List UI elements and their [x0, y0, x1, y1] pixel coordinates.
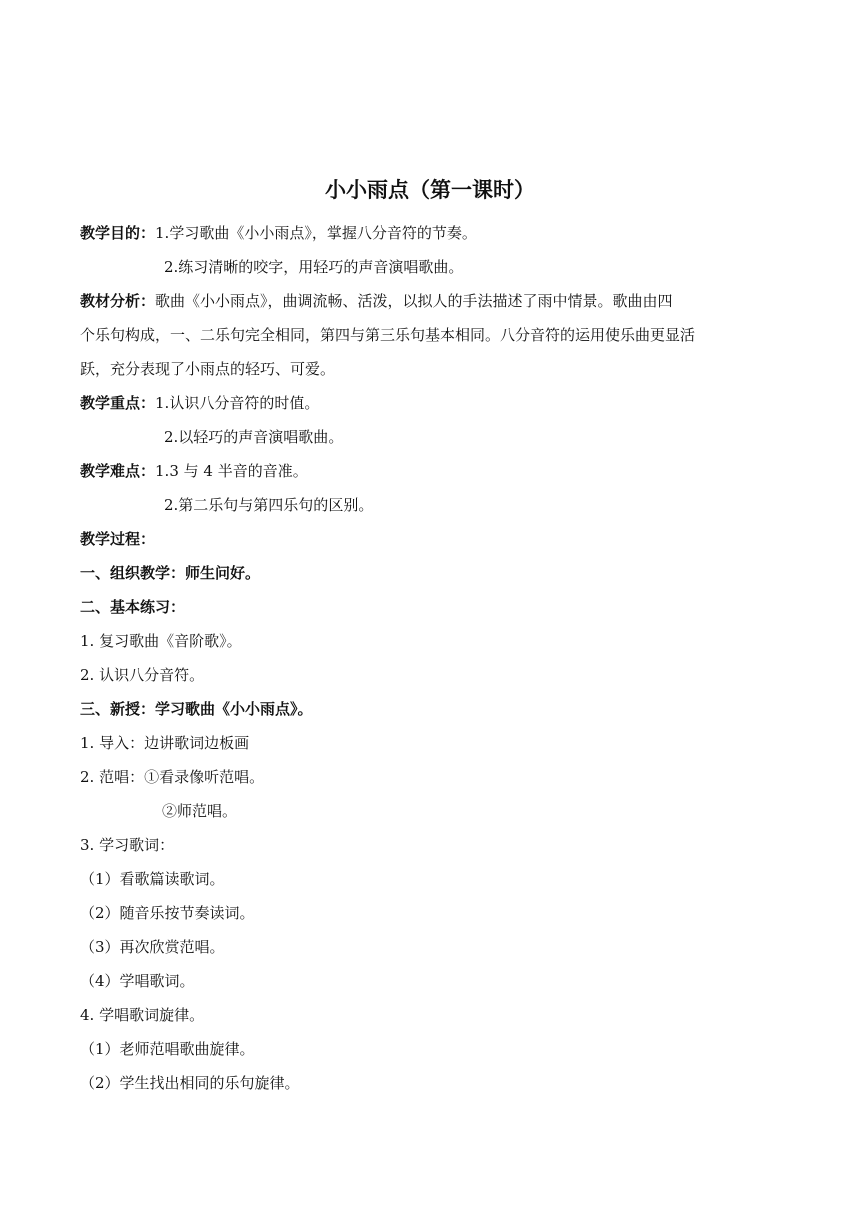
section-1-heading: 一、组织教学：师生问好。 — [80, 564, 261, 582]
section-3-item-3-2: （2）随音乐按节奏读词。 — [80, 904, 255, 922]
key-points-label: 教学重点： — [80, 394, 156, 412]
analysis-label: 教材分析： — [80, 292, 156, 310]
key-points-item-2: 2.以轻巧的声音演唱歌曲。 — [164, 428, 344, 446]
process-heading: 教学过程： — [80, 530, 156, 548]
analysis-line-2: 个乐句构成，一、二乐句完全相同，第四与第三乐句基本相同。八分音符的运用使乐曲更显活 — [80, 326, 696, 344]
key-points-item-2-row — [80, 420, 782, 454]
key-points-item-1: 1.认识八分音符的时值。 — [155, 394, 320, 412]
difficulties-label: 教学难点： — [80, 462, 156, 480]
section-3-item-3: 3. 学习歌词： — [80, 836, 175, 854]
section-3-item-4: 4. 学唱歌词旋律。 — [80, 1006, 205, 1024]
objective-item-2: 2.练习清晰的咬字，用轻巧的声音演唱歌曲。 — [164, 258, 464, 276]
objective-row — [80, 216, 782, 250]
section-3-item-2b-row — [80, 794, 782, 828]
analysis-row-3 — [80, 352, 782, 386]
page-title: 小小雨点（第一课时） — [325, 177, 535, 202]
difficulties-item-2-row — [80, 488, 782, 522]
objective-label: 教学目的： — [80, 224, 156, 242]
analysis-row-2 — [80, 318, 782, 352]
section-3-item-3-3: （3）再次欣赏范唱。 — [80, 938, 225, 956]
analysis-line-1: 歌曲《小小雨点》，曲调流畅、活泼，以拟人的手法描述了雨中情景。歌曲由四 — [155, 292, 673, 310]
section-3-item-4-2: （2）学生找出相同的乐句旋律。 — [80, 1074, 300, 1092]
difficulties-item-1: 1.3 与 4 半音的音准。 — [155, 462, 308, 480]
section-3-heading: 三、新授：学习歌曲《小小雨点》。 — [80, 700, 313, 718]
key-points-row — [80, 386, 782, 420]
document-body — [80, 216, 782, 1100]
section-2-item-2: 2. 认识八分音符。 — [80, 666, 205, 684]
section-3-item-4-1: （1）老师范唱歌曲旋律。 — [80, 1040, 255, 1058]
objective-item-1: 1.学习歌曲《小小雨点》，掌握八分音符的节奏。 — [155, 224, 477, 242]
analysis-line-3: 跃，充分表现了小雨点的轻巧、可爱。 — [80, 360, 336, 378]
analysis-row-1 — [80, 284, 782, 318]
difficulties-item-2: 2.第二乐句与第四乐句的区别。 — [164, 496, 374, 514]
section-3-item-3-4: （4）学唱歌词。 — [80, 972, 195, 990]
section-3-item-2b: ②师范唱。 — [162, 802, 238, 820]
section-3-item-2: 2. 范唱：①看录像听范唱。 — [80, 768, 265, 786]
section-2-heading: 二、基本练习： — [80, 598, 186, 616]
section-2-item-1: 1. 复习歌曲《音阶歌》。 — [80, 632, 242, 650]
difficulties-row — [80, 454, 782, 488]
section-3-item-3-1: （1）看歌篇读歌词。 — [80, 870, 225, 888]
section-3-item-1: 1. 导入：边讲歌词边板画 — [80, 734, 250, 752]
objective-item-2-row — [80, 250, 782, 284]
